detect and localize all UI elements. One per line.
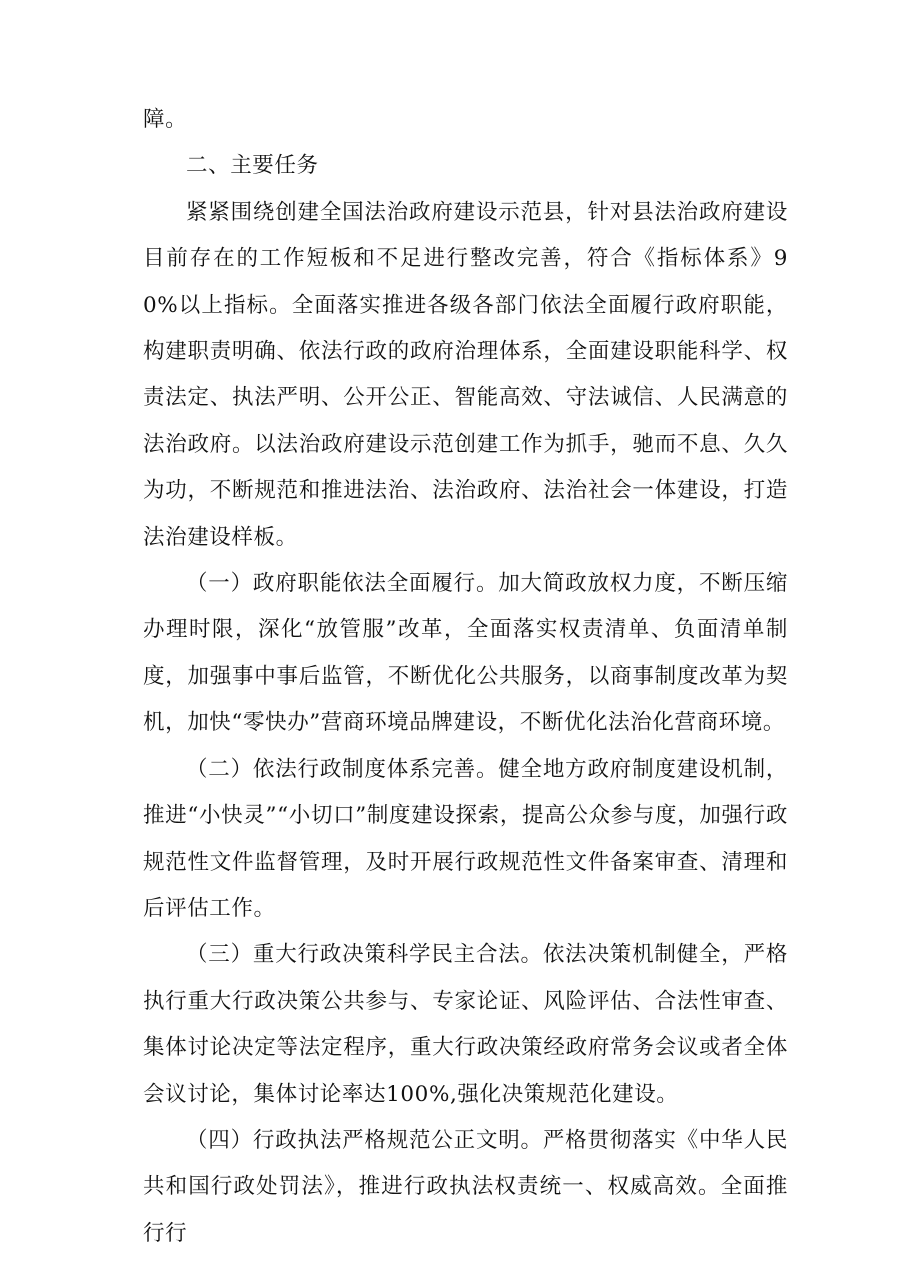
paragraph-intro: 紧紧围绕创建全国法治政府建设示范县，针对县法治政府建设目前存在的工作短板和不足进行整改完善，符合《指标体系》90%以上指标。全面落实推进各级各部门依法全面履行政府职能，构建职责明确、依法行政的政府治理体系，全面建设职能科学、权责法定、执法严明、公开公正、智能高效、守法诚信、人民满意的法治政府。以法治政府建设示范创建工作为抓手，驰而不息、久久为功，不断规范和推进法治、法治政府、法治社会一体建设，打造法治建设样板。	[143, 199, 788, 550]
continuation-text: 障。	[143, 107, 188, 132]
paragraph-item-2: （二）依法行政制度体系完善。健全地方政府制度建设机制，推进“小快灵”“小切口”制度建设探索，提高公众参与度，加强行政规范性文件监督管理，及时开展行政规范性文件备案审查、清理和后评估工作。	[143, 756, 788, 921]
document-body	[143, 97, 788, 1257]
paragraph-item-4: （四）行政执法严格规范公正文明。严格贯彻落实《中华人民共和国行政处罚法》，推进行政执法权责统一、权威高效。全面推行行	[143, 1127, 788, 1246]
paragraph-item-1: （一）政府职能依法全面履行。加大简政放权力度，不断压缩办理时限，深化“放管服”改革，全面落实权责清单、负面清单制度，加强事中事后监管，不断优化公共服务，以商事制度改革为契机，加快“零快办”营商环境品牌建设，不断优化法治化营商环境。	[143, 571, 788, 736]
section-heading: 二、主要任务	[186, 153, 319, 179]
paragraph-item-3: （三）重大行政决策科学民主合法。依法决策机制健全，严格执行重大行政决策公共参与、专家论证、风险评估、合法性审查、集体讨论决定等法定程序，重大行政决策经政府常务会议或者全体会议讨论，集体讨论率达100%,强化决策规范化建设。	[143, 942, 788, 1107]
